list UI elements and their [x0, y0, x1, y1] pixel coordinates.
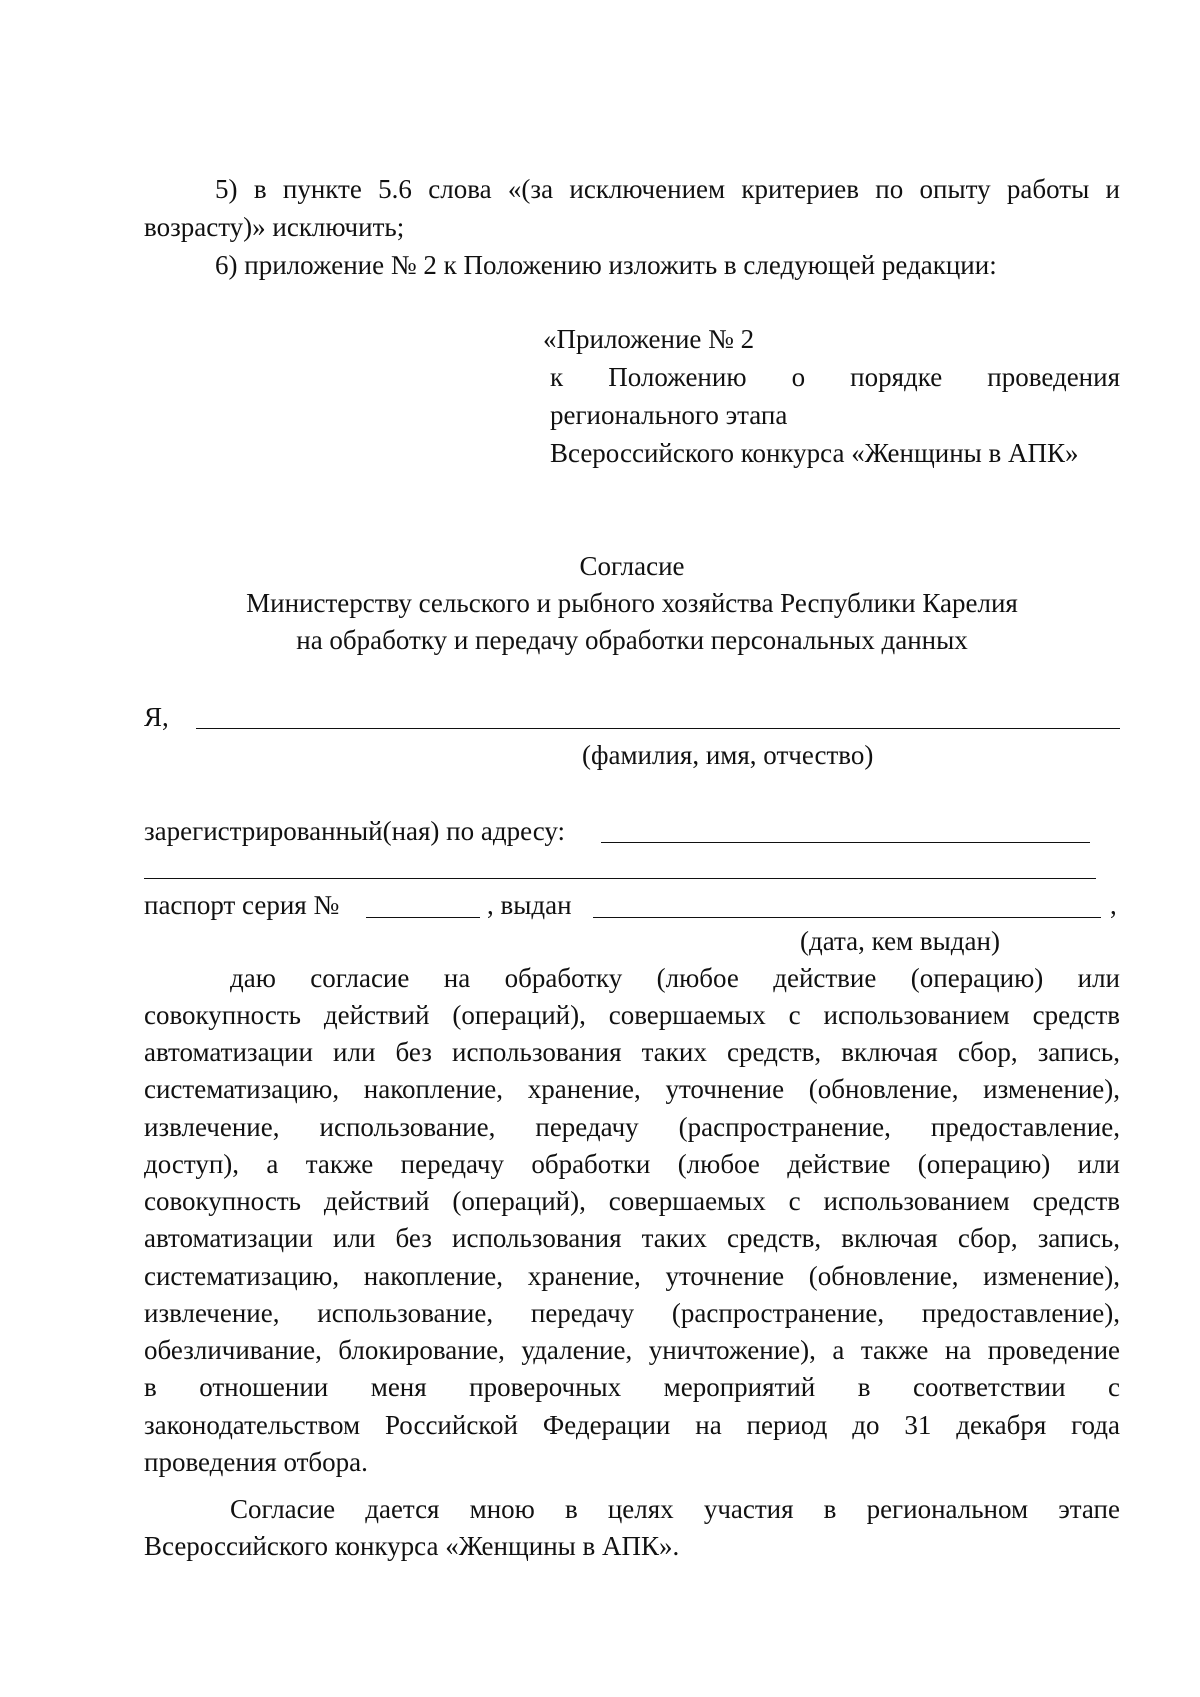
consent-subtitle-2: на обработку и передачу обработки персональных данных [296, 625, 968, 655]
body-line: извлечение, использование, передачу (распространение, предоставление, [144, 1112, 1120, 1142]
body-line: законодательством Российской Федерации на период до 31 декабря года [144, 1410, 1120, 1440]
body-line: обезличивание, блокирование, удаление, уничтожение), а также на проведение [144, 1335, 1120, 1365]
body-line: автоматизации или без использования таких средств, включая сбор, запись, [144, 1037, 1120, 1067]
appendix-line-4: Всероссийского конкурса «Женщины в АПК» [550, 438, 1079, 468]
body-line: совокупность действий (операций), совершаемых с использованием средств [144, 1186, 1120, 1216]
body-line: совокупность действий (операций), совершаемых с использованием средств [144, 1000, 1120, 1030]
i-label: Я, [144, 702, 169, 732]
issued-field-line[interactable] [593, 917, 1101, 918]
body-line: автоматизации или без использования таких средств, включая сбор, запись, [144, 1223, 1120, 1253]
address-field-line-2[interactable] [144, 878, 1096, 879]
amendment-item-5-line-2: возрасту)» исключить; [144, 212, 405, 242]
consent-subtitle-1: Министерству сельского и рыбного хозяйства Республики Карелия [246, 588, 1018, 618]
fio-field-line[interactable] [196, 728, 1120, 729]
passport-label: паспорт серия № [144, 890, 340, 920]
appendix-line-3: регионального этапа [550, 400, 788, 430]
fio-caption: (фамилия, имя, отчество) [582, 740, 874, 770]
appendix-title: «Приложение № 2 [543, 324, 755, 354]
purpose-line-1: Согласие дается мною в целях участия в региональном этапе [230, 1494, 1120, 1524]
amendment-item-6: 6) приложение № 2 к Положению изложить в следующей редакции: [215, 250, 997, 280]
address-field-line-1[interactable] [601, 842, 1090, 843]
body-line: доступ), а также передачу обработки (любое действие (операцию) или [144, 1149, 1120, 1179]
body-line: даю согласие на обработку (любое действие (операцию) или [230, 963, 1120, 993]
body-line: в отношении меня проверочных мероприятий в соответствии с [144, 1372, 1120, 1402]
body-line: систематизацию, накопление, хранение, уточнение (обновление, изменение), [144, 1261, 1120, 1291]
body-line: систематизацию, накопление, хранение, уточнение (обновление, изменение), [144, 1074, 1120, 1104]
trailing-comma: , [1110, 890, 1117, 920]
issued-caption: (дата, кем выдан) [800, 926, 1000, 956]
body-line: извлечение, использование, передачу (распространение, предоставление), [144, 1298, 1120, 1328]
address-label: зарегистрированный(ная) по адресу: [144, 816, 566, 846]
passport-series-field-line[interactable] [366, 917, 480, 918]
purpose-line-2: Всероссийского конкурса «Женщины в АПК». [144, 1531, 680, 1561]
appendix-line-2: к Положению о порядке проведения [550, 362, 1120, 392]
body-last-line: проведения отбора. [144, 1447, 368, 1477]
issued-label: , выдан [487, 890, 572, 920]
consent-title: Согласие [579, 551, 685, 581]
amendment-item-5-line-1: 5) в пункте 5.6 слова «(за исключением критериев по опыту работы и [215, 174, 1120, 204]
